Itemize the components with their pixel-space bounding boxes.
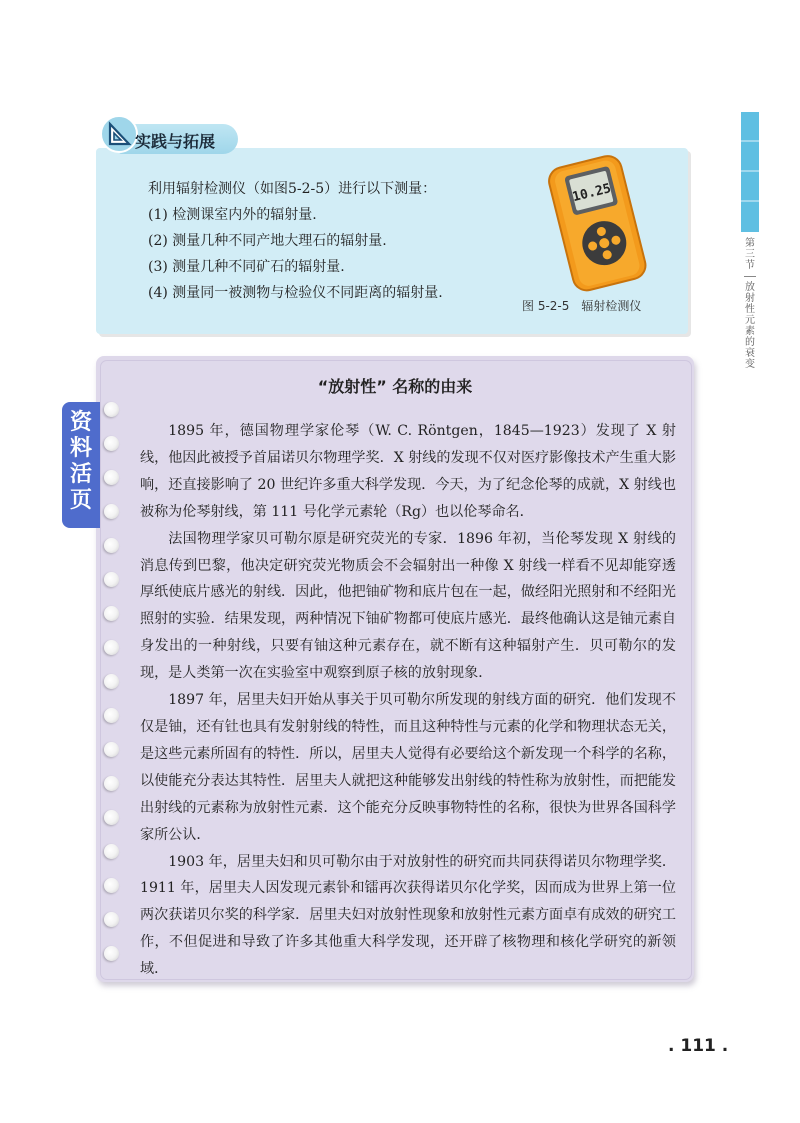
- binder-ring: [104, 470, 119, 485]
- binder-ring: [104, 742, 119, 757]
- info-paragraph: 1897 年，居里夫妇开始从事关于贝可勒尔所发现的射线方面的研究．他们发现不仅是铀，还有钍也具有发射射线的特性，而且这种特性与元素的化学和物理状态无关，是这些元素所固有的特性．所以，居里夫人觉得有必要给这个新发现一个科学的名称，以使能充分表达其特性．居里夫人就把这种能够发出射线的特性称为放射性，而把能发出射线的元素称为放射性元素．这个能充分反映事物特性的名称，很快为世界各国科学家所公认．: [140, 692, 676, 843]
- side-divider: [744, 276, 756, 277]
- info-paragraph: 法国物理学家贝可勒尔原是研究荧光的专家．1896 年初，当伦琴发现 X 射线的消息传到巴黎，他决定研究荧光物质会不会辐射出一种像 X 射线一样看不见却能穿透厚纸使底片感光的射线．因此，他把铀矿物和底片包在一起，做经阳光照射和不经阳光照射的实验．结果发现，两种情况下铀矿物都可使底片感光．最终他确认这是铀元素自身发出的一种射线，只要有铀这种元素存在，就不断有这种辐射产生．贝可勒尔的发现，是人类第一次在实验室中观察到原子核的放射现象．: [140, 530, 676, 682]
- binder-ring: [104, 436, 119, 451]
- practice-item: (4) 测量同一被测物与检验仪不同距离的辐射量.: [148, 285, 443, 301]
- binder-ring: [104, 674, 119, 689]
- binder-ring: [104, 402, 119, 417]
- page-number: . 111 .: [668, 1036, 729, 1056]
- binder-ring: [104, 810, 119, 825]
- figure-caption: 图 5-2-5 辐射检测仪: [522, 299, 642, 313]
- binder-ring: [104, 504, 119, 519]
- set-square-icon: [99, 114, 139, 154]
- practice-item: (1) 检测课室内外的辐射量.: [148, 207, 317, 223]
- binder-ring: [104, 708, 119, 723]
- binder-ring: [104, 878, 119, 893]
- info-paragraph: 1903 年，居里夫妇和贝可勒尔由于对放射性的研究而共同获得诺贝尔物理学奖．1911 年，居里夫人因发现元素钋和镭再次获得诺贝尔化学奖，因而成为世界上第一位两次获诺贝尔奖的科学家．居里夫妇对放射性现象和放射性元素方面卓有成效的研究工作，不但促进和导致了许多其他重大科学发现，还开辟了核物理和核化学研究的新领域．: [140, 853, 676, 978]
- info-tab-label: 资料活页: [69, 410, 92, 513]
- practice-text: [148, 176, 528, 306]
- practice-item: (3) 测量几种不同矿石的辐射量.: [148, 259, 345, 275]
- side-tab-stripe: [741, 140, 759, 142]
- info-paragraph: 1895 年，德国物理学家伦琴（W. C. Röntgen，1845—1923）发现了 X 射线，他因此被授予首届诺贝尔物理学奖．X 射线的发现不仅对医疗影像技术产生重大影响，还直接影响了 20 世纪许多重大科学发现．今天，为了纪念伦琴的成就，X 射线也被称为伦琴射线，第 111 号化学元素轮（Rg）也以伦琴命名．: [140, 423, 676, 520]
- chapter-side-tab: [741, 112, 759, 232]
- practice-title: 实践与拓展: [135, 132, 216, 151]
- side-section-subtitle: 放射性元素的衰变: [745, 282, 755, 370]
- device-display-text: 10.25: [571, 181, 613, 206]
- binder-ring: [104, 606, 119, 621]
- info-body: [140, 418, 676, 983]
- binder-ring: [104, 640, 119, 655]
- binder-ring: [104, 776, 119, 791]
- info-title: “放射性” 名称的由来: [317, 377, 473, 396]
- side-section-label: 第三节: [745, 238, 755, 271]
- practice-item: (2) 测量几种不同产地大理石的辐射量.: [148, 233, 387, 249]
- binder-ring: [104, 572, 119, 587]
- binder-ring: [104, 538, 119, 553]
- side-tab-stripe: [741, 170, 759, 172]
- practice-intro: 利用辐射检测仪（如图5-2-5）进行以下测量：: [148, 181, 437, 197]
- radiation-detector-image: [538, 152, 658, 292]
- side-tab-stripe: [741, 200, 759, 202]
- binder-ring: [104, 912, 119, 927]
- binder-ring: [104, 946, 119, 961]
- binder-ring: [104, 844, 119, 859]
